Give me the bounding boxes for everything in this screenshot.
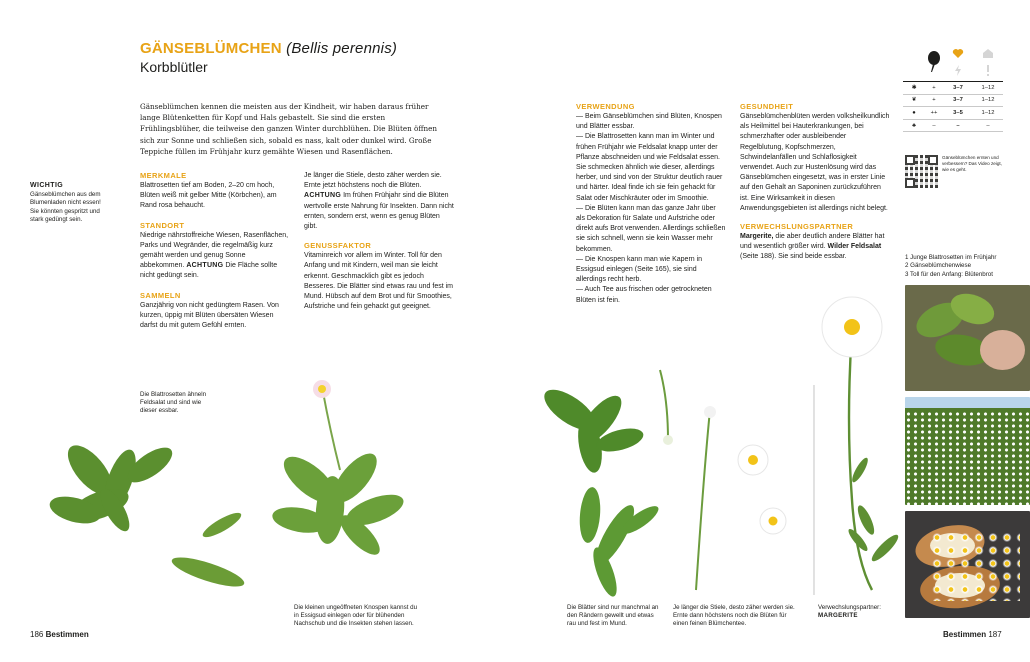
table-row: ● ++ 3–5 1–12 (903, 107, 1003, 120)
rosette-2 (270, 380, 407, 560)
partner-label: Verwechslungspartner: (818, 604, 881, 611)
title-german: GÄNSEBLÜMCHEN (140, 40, 282, 57)
standort-heading: STANDORT (140, 220, 185, 230)
verwendung-text: — Beim Gänseblümchen sind Blüten, Knospen und Blätter essbar. — Die Blattrosetten kann man im Winter und frühen Frühjahr wie Feldsalat knapp unter der Pflanze abschneiden und wie Feldsalat essen. Sie schmecken ähnlich wie dieser, allerdings herber, und sind von der Struktur deutlich rauer und härter. Ideal finde ich sie fein gehackt für Salat oder Mischkräuter oder im Smoothie. — Die Blüten kann man das ganze Jahr über als Dekoration für Salate und Aufstriche oder direkt aufs Brot verwenden. Allerdings schließen sie sich schnell, wenn sie kein Wasser mehr bekommen. — Die Knospen kann man wie Kapern in Essigsud einlegen (Seite 165), sie sind allerdings recht herb. — Auch Tee aus frischen oder getrockneten Blüten ist fein. (576, 113, 726, 304)
genussfaktor-text: Vitaminreich vor allem im Winter. Toll für den Anfang und mit Kindern, weil man sie leicht erkennt. Geschmacklich gibt es jedoch Besseres. Die Blätter sind etwas rau und fest im Mund. Hübsch auf dem Brot und für Smoothies, Aufstriche und fein gehackt gut geeignet. (304, 252, 454, 311)
rosette-1 (47, 438, 178, 535)
verwechslung-margerite: Margerite, (740, 233, 774, 241)
caption-rosettes: Die Blattrosetten ähneln Feldsalat und sind wie dieser essbar. (140, 391, 207, 415)
footer-right (943, 630, 1002, 639)
verwechslung-body1: die aber deutlich andere Blätter hat und wesentlich größer wird. (740, 233, 885, 251)
verwechslung-heading: VERWECHSLUNGSPARTNER (740, 222, 854, 232)
caption-stems: Je länger die Stiele, desto zäher werden sie. Ernte dann höchstens noch die Blüten für einen feinen Blümchentee. (673, 604, 795, 628)
legend-item: 3 Toll für den Anfang: Blütenbrot (905, 270, 993, 278)
page-number-right: 187 (988, 630, 1002, 639)
qr-caption: Gänseblümchen ernten und verbessern? Das Video zeigt, wie es geht. (942, 155, 1002, 172)
legend-item: 2 Gänseblümchenwiese (905, 262, 972, 270)
verwechslung-body2: (Seite 188). Sie sind beide essbar. (740, 253, 847, 261)
partner-name: MARGERITE (818, 612, 858, 620)
single-leaf (169, 552, 247, 593)
title-latin: (Bellis perennis) (286, 40, 398, 57)
table-row: ✱ + 3–7 1–12 (903, 82, 1003, 95)
plant-family: Korbblütler (140, 59, 208, 75)
margerite (814, 297, 901, 595)
rosette-3 (538, 382, 646, 474)
caption-leaves: Die Blätter sind nur manchmal an den Rändern gewellt und etwas rau und fest im Mund. (567, 604, 659, 628)
section-label-left: Bestimmen (45, 630, 89, 639)
gesundheit-heading: GESUNDHEIT (740, 102, 794, 111)
daisy-stems (660, 370, 786, 590)
col2-body2: Im frühen Frühjahr sind die Blüten wertvolle erste Nahrung für Insekten. Dann nicht ernten, sondern erst, wenn es genug Blüten gibt. (304, 192, 454, 231)
verwechslung-feldsalat: Wilder Feldsalat (827, 243, 882, 251)
seed-icon: ● (912, 109, 916, 116)
caption-buds: Die kleinen ungeöffneten Knospen kannst du in Essigsud einlegen oder für blühenden Nachschub und die Insekten stehen lassen. (294, 604, 418, 628)
gesundheit-text: Gänseblümchenblüten werden volksheilkundlich als Heilmittel bei Hauterkrankungen, bei schmerzhafter oder ausbleibender Regelblutung, Kopfschmerzen, Schwindelanfällen und Schlaflosigkeit verwendet. Auch zur Hustenlösung wird das Gänseblümchen eingesetzt, was in erster Linie auf den Gehalt an Saponinen zurückzuführen ist. Eine Wirksamkeit in diesen Anwendungsgebieten ist allerdings nicht belegt. (740, 113, 890, 212)
section-label-right: Bestimmen (943, 630, 987, 639)
merkmale-text: Blattrosetten tief am Boden, 2–20 cm hoch, Blüten weiß mit gelber Mitte (Körbchen), am Rand rosa behaucht. (140, 182, 277, 210)
star-icon: ✱ (911, 84, 917, 91)
legend-item: 1 Junge Blattrosetten im Frühjahr (905, 254, 997, 261)
col2-body: Je länger die Stiele, desto zäher werden sie. Ernte jetzt höchstens noch die Blüten. (304, 172, 442, 190)
standort-achtung: ACHTUNG (186, 262, 224, 270)
standort-body: Niedrige nährstoffreiche Wiesen, Rasenflächen, Parks und Wegränder, die regelmäßig kurz gemäht werden und genug Sonne abbekommen. (140, 231, 289, 270)
single-leaf (200, 509, 244, 541)
genussfaktor-heading: GENUSSFAKTOR (304, 241, 372, 251)
table-row: ♣ – – – (903, 120, 1003, 133)
standort-body2: Die Fläche sollte nicht gedüngt sein. (140, 262, 278, 280)
page-number-left: 186 (30, 630, 44, 639)
leaf-icon: ❦ (911, 97, 917, 104)
warning-heading: WICHTIG (30, 182, 64, 189)
sammeln-heading: SAMMELN (140, 290, 181, 300)
verwendung-heading: VERWENDUNG (576, 102, 635, 111)
root-icon: ♣ (912, 122, 916, 129)
sammeln-text: Ganzjährig von nicht gedüngtem Rasen. Von kurzen, üppig mit Blüten übersäten Wiesen darfst du mit gutem Gefühl ernten. (140, 301, 279, 330)
caption-partner (818, 604, 898, 620)
table-row: ❦ + 3–7 1–12 (903, 95, 1003, 108)
footer-left (30, 630, 89, 639)
col2-achtung: ACHTUNG (304, 192, 342, 200)
merkmale-heading: MERKMALE (140, 171, 187, 180)
loose-leaves (578, 486, 662, 599)
warning-text: Gänseblümchen aus dem Blumenladen nicht essen! Sie könnten gespritzt und stark gedüngt sein. (30, 191, 101, 224)
intro-paragraph: Gänseblümchen kennen die meisten aus der Kindheit, wir haben daraus früher lange Blütenketten für Kopf und Hals gebastelt. Sie sind die ersten Frühlingsblüher, die teilweise den ganzen Winter durchblühen. Die Blüten öffnen sich zur Sonne und schließen sich, sobald es nass, kalt oder dunkel wird. Große Teppiche füllen im Frühjahr kurz gemähte Wiesen und Rasenflächen. (140, 102, 437, 156)
